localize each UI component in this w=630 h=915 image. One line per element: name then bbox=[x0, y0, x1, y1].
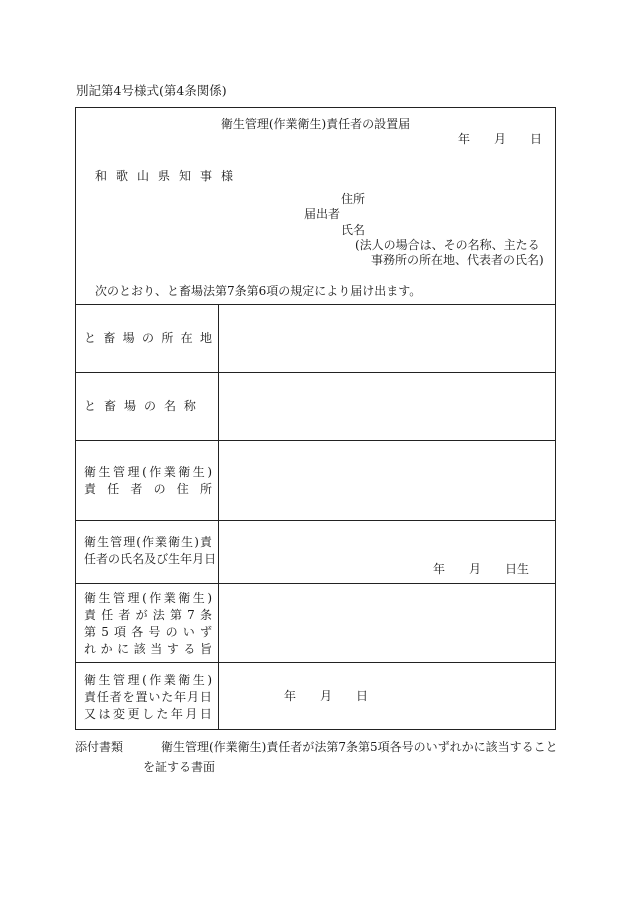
attachment-label: 添付書類 bbox=[75, 740, 124, 754]
appointment-day-label: 日 bbox=[356, 689, 369, 703]
row-label-manager-qualification bbox=[84, 590, 212, 658]
row-label-line: 衛 生 管 理 ( 作 業 衛 生 ) bbox=[84, 673, 212, 687]
birthdate-year-label: 年 bbox=[433, 562, 446, 576]
date-month-label: 月 bbox=[494, 132, 507, 146]
row-label-line: 衛 生 管 理 ( 作 業 衛 生 ) bbox=[84, 465, 212, 479]
notification-form bbox=[75, 107, 556, 730]
divider bbox=[76, 440, 555, 441]
row-label-line: 衛 生 管 理 ( 作 業 衛 生 ) bbox=[84, 591, 212, 605]
date-day-label: 日 bbox=[530, 132, 543, 146]
row-label-line: 任 者 の 氏 名 及 び 生 年 月 日 bbox=[84, 552, 217, 566]
recipient: 和歌山県知事様 bbox=[95, 169, 243, 183]
divider bbox=[76, 304, 555, 305]
attachment-text-line2: を証する書面 bbox=[143, 760, 216, 774]
attachment-text-line1: 衛生管理(作業衛生)責任者が法第7条第5項各号のいずれかに該当すること bbox=[161, 740, 558, 754]
name-label: 氏名 bbox=[341, 223, 366, 237]
row-label-line: と 畜 場 の 名 称 bbox=[84, 399, 196, 413]
form-number: 別記第4号様式(第4条関係) bbox=[76, 83, 227, 98]
row-label-manager-name-birthdate bbox=[84, 534, 217, 568]
divider bbox=[76, 583, 555, 584]
appointment-year-label: 年 bbox=[284, 689, 297, 703]
row-label-line: 第 5 項 各 号 の い ず bbox=[84, 625, 212, 639]
birthdate-day-label: 日生 bbox=[505, 562, 530, 576]
divider bbox=[76, 662, 555, 663]
address-label: 住所 bbox=[341, 192, 366, 206]
row-label-line: 責 任 者 の 住 所 bbox=[84, 482, 212, 496]
row-label-line: 又 は 変 更 し た 年 月 日 bbox=[84, 707, 212, 721]
date-year-label: 年 bbox=[458, 132, 471, 146]
appointment-month-label: 月 bbox=[320, 689, 333, 703]
birthdate-month-label: 月 bbox=[469, 562, 482, 576]
row-label-slaughterhouse-name bbox=[84, 398, 196, 415]
row-label-line: 責 任 者 を 置 い た 年 月 日 bbox=[84, 690, 212, 704]
row-label-slaughterhouse-location bbox=[84, 330, 212, 347]
column-divider bbox=[218, 304, 219, 729]
row-label-line: れ か に 該 当 す る 旨 bbox=[84, 642, 212, 656]
corporation-note-line2: 事務所の所在地、代表者の氏名) bbox=[371, 253, 544, 267]
row-label-line: と 畜 場 の 所 在 地 bbox=[84, 331, 212, 345]
divider bbox=[76, 372, 555, 373]
row-label-manager-address bbox=[84, 464, 212, 498]
corporation-note-line1: (法人の場合は、その名称、主たる bbox=[355, 238, 540, 252]
document-title: 衛生管理(作業衛生)責任者の設置届 bbox=[220, 117, 411, 131]
intro-statement: 次のとおり、と畜場法第7条第6項の規定により届け出ます。 bbox=[95, 284, 422, 298]
row-label-line: 責 任 者 が 法 第 7 条 bbox=[84, 608, 212, 622]
row-label-line: 衛 生 管 理 ( 作 業 衛 生 ) 責 bbox=[84, 535, 212, 549]
divider bbox=[76, 520, 555, 521]
row-label-appointment-change-date bbox=[84, 672, 212, 723]
notifier-label: 届出者 bbox=[304, 207, 341, 221]
